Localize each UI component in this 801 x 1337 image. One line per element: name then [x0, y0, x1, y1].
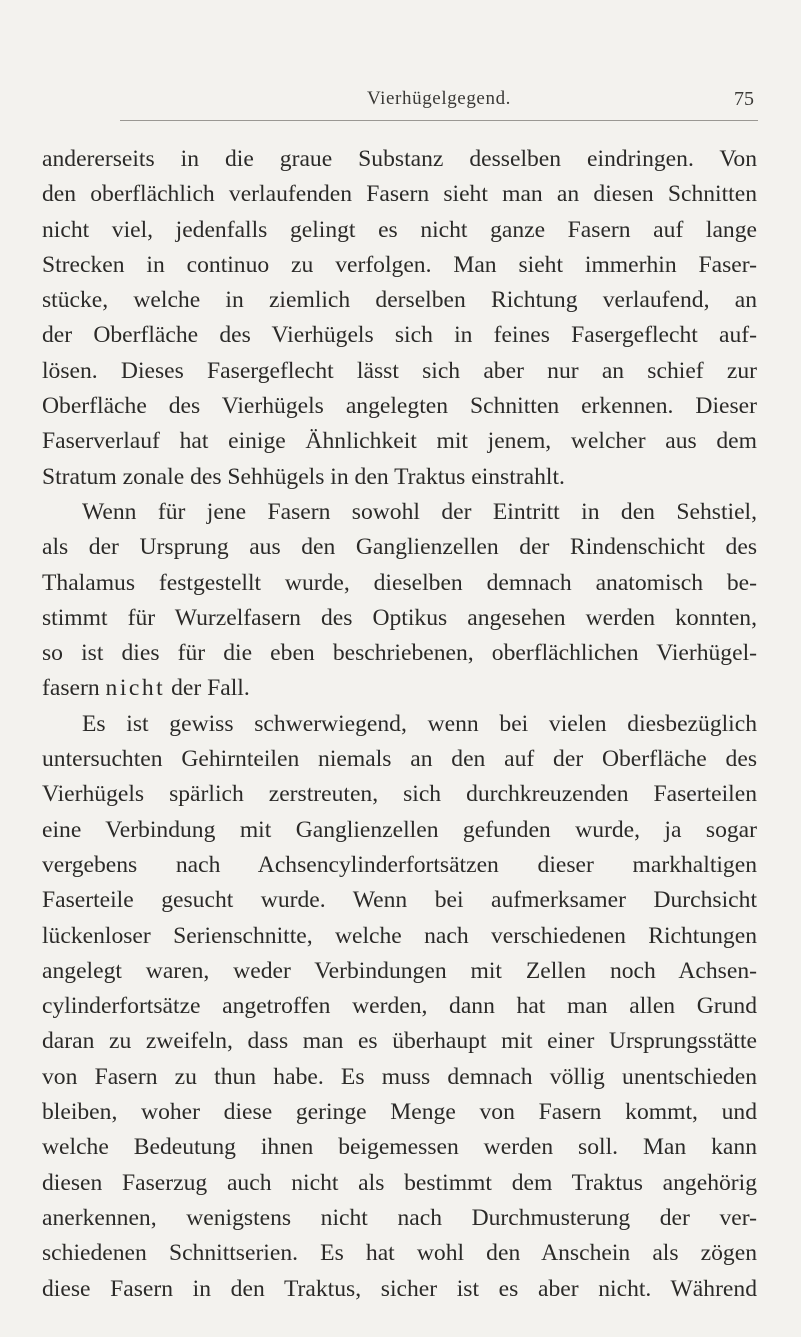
text-line: den oberflächlich verlaufenden Fasern sieht man an diesen Schnitten	[42, 181, 757, 208]
text-line: angelegt waren, weder Verbindungen mit Zellen noch Achsen-	[42, 957, 757, 984]
body-text	[42, 142, 757, 1307]
text-line: Stratum zonale des Sehhügels in den Traktus einstrahlt.	[42, 463, 565, 490]
text-fragment: der Fall.	[165, 675, 250, 702]
text-line: schiedenen Schnittserien. Es hat wohl den Anschein als zögen	[42, 1240, 757, 1267]
emphasis-text: nicht	[105, 675, 166, 702]
text-line: diesen Faserzug auch nicht als bestimmt dem Traktus angehörig	[42, 1169, 757, 1196]
text-line: cylinderfortsätze angetroffen werden, dann hat man allen Grund	[42, 993, 757, 1020]
text-line: lösen. Dieses Fasergeflecht lässt sich aber nur an schief zur	[42, 357, 757, 384]
text-line: untersuchten Gehirnteilen niemals an den auf der Oberfläche des	[42, 746, 757, 773]
text-line: Oberfläche des Vierhügels angelegten Schnitten erkennen. Dieser	[42, 393, 757, 420]
text-line: diese Fasern in den Traktus, sicher ist es aber nicht. Während	[42, 1275, 757, 1302]
text-line: Faserteile gesucht wurde. Wenn bei aufmerksamer Durchsicht	[42, 887, 757, 914]
header-rule	[120, 120, 758, 121]
text-line: stimmt für Wurzelfasern des Optikus angesehen werden konnten,	[42, 604, 757, 631]
text-line: bleiben, woher diese geringe Menge von Fasern kommt, und	[42, 1099, 757, 1126]
text-line: so ist dies für die eben beschriebenen, oberflächlichen Vierhügel-	[42, 640, 757, 667]
text-fragment: fasern	[42, 675, 106, 702]
text-line: Thalamus festgestellt wurde, dieselben demnach anatomisch be-	[42, 569, 757, 596]
text-line: Strecken in continuo zu verfolgen. Man sieht immerhin Faser-	[42, 251, 757, 278]
page-number: 75	[734, 88, 754, 110]
text-line: welche Bedeutung ihnen beigemessen werden soll. Man kann	[42, 1134, 757, 1161]
text-line: stücke, welche in ziemlich derselben Richtung verlaufend, an	[42, 287, 757, 314]
text-line: andererseits in die graue Substanz desselben eindringen. Von	[42, 146, 757, 172]
text-line: von Fasern zu thun habe. Es muss demnach völlig unentschieden	[42, 1063, 757, 1090]
text-line: anerkennen, wenigstens nicht nach Durchmusterung der ver-	[42, 1204, 757, 1231]
running-title: Vierhügelgegend.	[366, 88, 512, 109]
text-line: daran zu zweifeln, dass man es überhaupt mit einer Ursprungsstätte	[42, 1028, 757, 1055]
text-line: Faserverlauf hat einige Ähnlichkeit mit jenem, welcher aus dem	[42, 428, 757, 455]
text-line: nicht viel, jedenfalls gelingt es nicht ganze Fasern auf lange	[42, 216, 757, 243]
text-line: der Oberfläche des Vierhügels sich in feines Fasergeflecht auf-	[42, 322, 757, 349]
text-line: Es ist gewiss schwerwiegend, wenn bei vielen diesbezüglich	[82, 710, 757, 737]
running-head	[120, 88, 758, 118]
text-line: vergebens nach Achsencylinderfortsätzen dieser markhaltigen	[42, 851, 757, 878]
text-line: eine Verbindung mit Ganglienzellen gefunden wurde, ja sogar	[42, 816, 757, 843]
text-line: lückenloser Serienschnitte, welche nach verschiedenen Richtungen	[42, 922, 757, 949]
text-line: Wenn für jene Fasern sowohl der Eintritt in den Sehstiel,	[82, 498, 757, 525]
text-line-split	[42, 671, 757, 706]
text-line: Vierhügels spärlich zerstreuten, sich durchkreuzenden Faserteilen	[42, 781, 757, 808]
text-line: als der Ursprung aus den Ganglienzellen der Rindenschicht des	[42, 534, 757, 561]
